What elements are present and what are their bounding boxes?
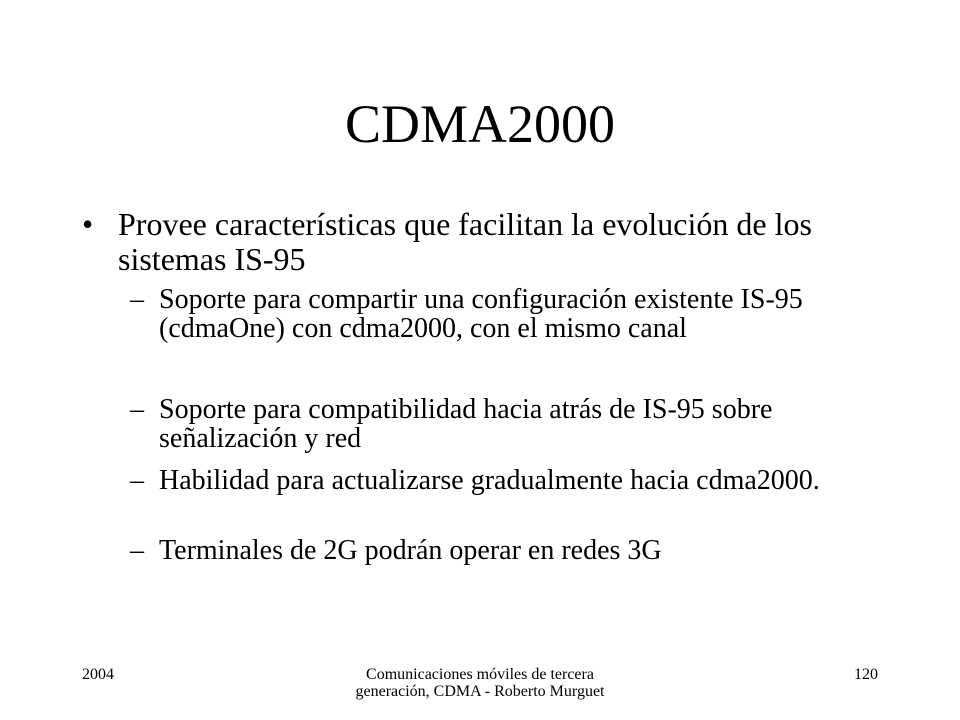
footer-page-number: 120 <box>854 666 878 683</box>
footer-course-title: Comunicaciones móviles de tercera generación, CDMA - Roberto Murguet <box>355 666 605 700</box>
sub-bullet <box>130 395 880 453</box>
footer-year: 2004 <box>82 666 114 683</box>
dash-marker: – <box>130 535 144 566</box>
sub-bullet-text: Soporte para compartir una configuración existente IS-95 (cdmaOne) con cdma2000, con el mismo canal <box>159 284 803 344</box>
sub-bullet-text: Habilidad para actualizarse gradualmente hacia cdma2000. <box>159 465 820 496</box>
sub-bullet-text: Terminales de 2G podrán operar en redes 3G <box>159 535 662 566</box>
main-bullet-text: Provee características que facilitan la evolución de los sistemas IS-95 <box>118 206 812 277</box>
slide-title: CDMA2000 <box>344 94 616 154</box>
dash-marker: – <box>130 465 144 496</box>
sub-bullet <box>130 466 880 495</box>
bullet-marker: • <box>82 206 94 242</box>
sub-bullet-text: Soporte para compatibilidad hacia atrás de IS-95 sobre señalización y red <box>159 394 773 454</box>
sub-bullet <box>130 285 880 343</box>
main-bullet <box>82 207 882 277</box>
sub-bullet <box>130 536 880 565</box>
dash-marker: – <box>130 284 144 315</box>
dash-marker: – <box>130 394 144 425</box>
